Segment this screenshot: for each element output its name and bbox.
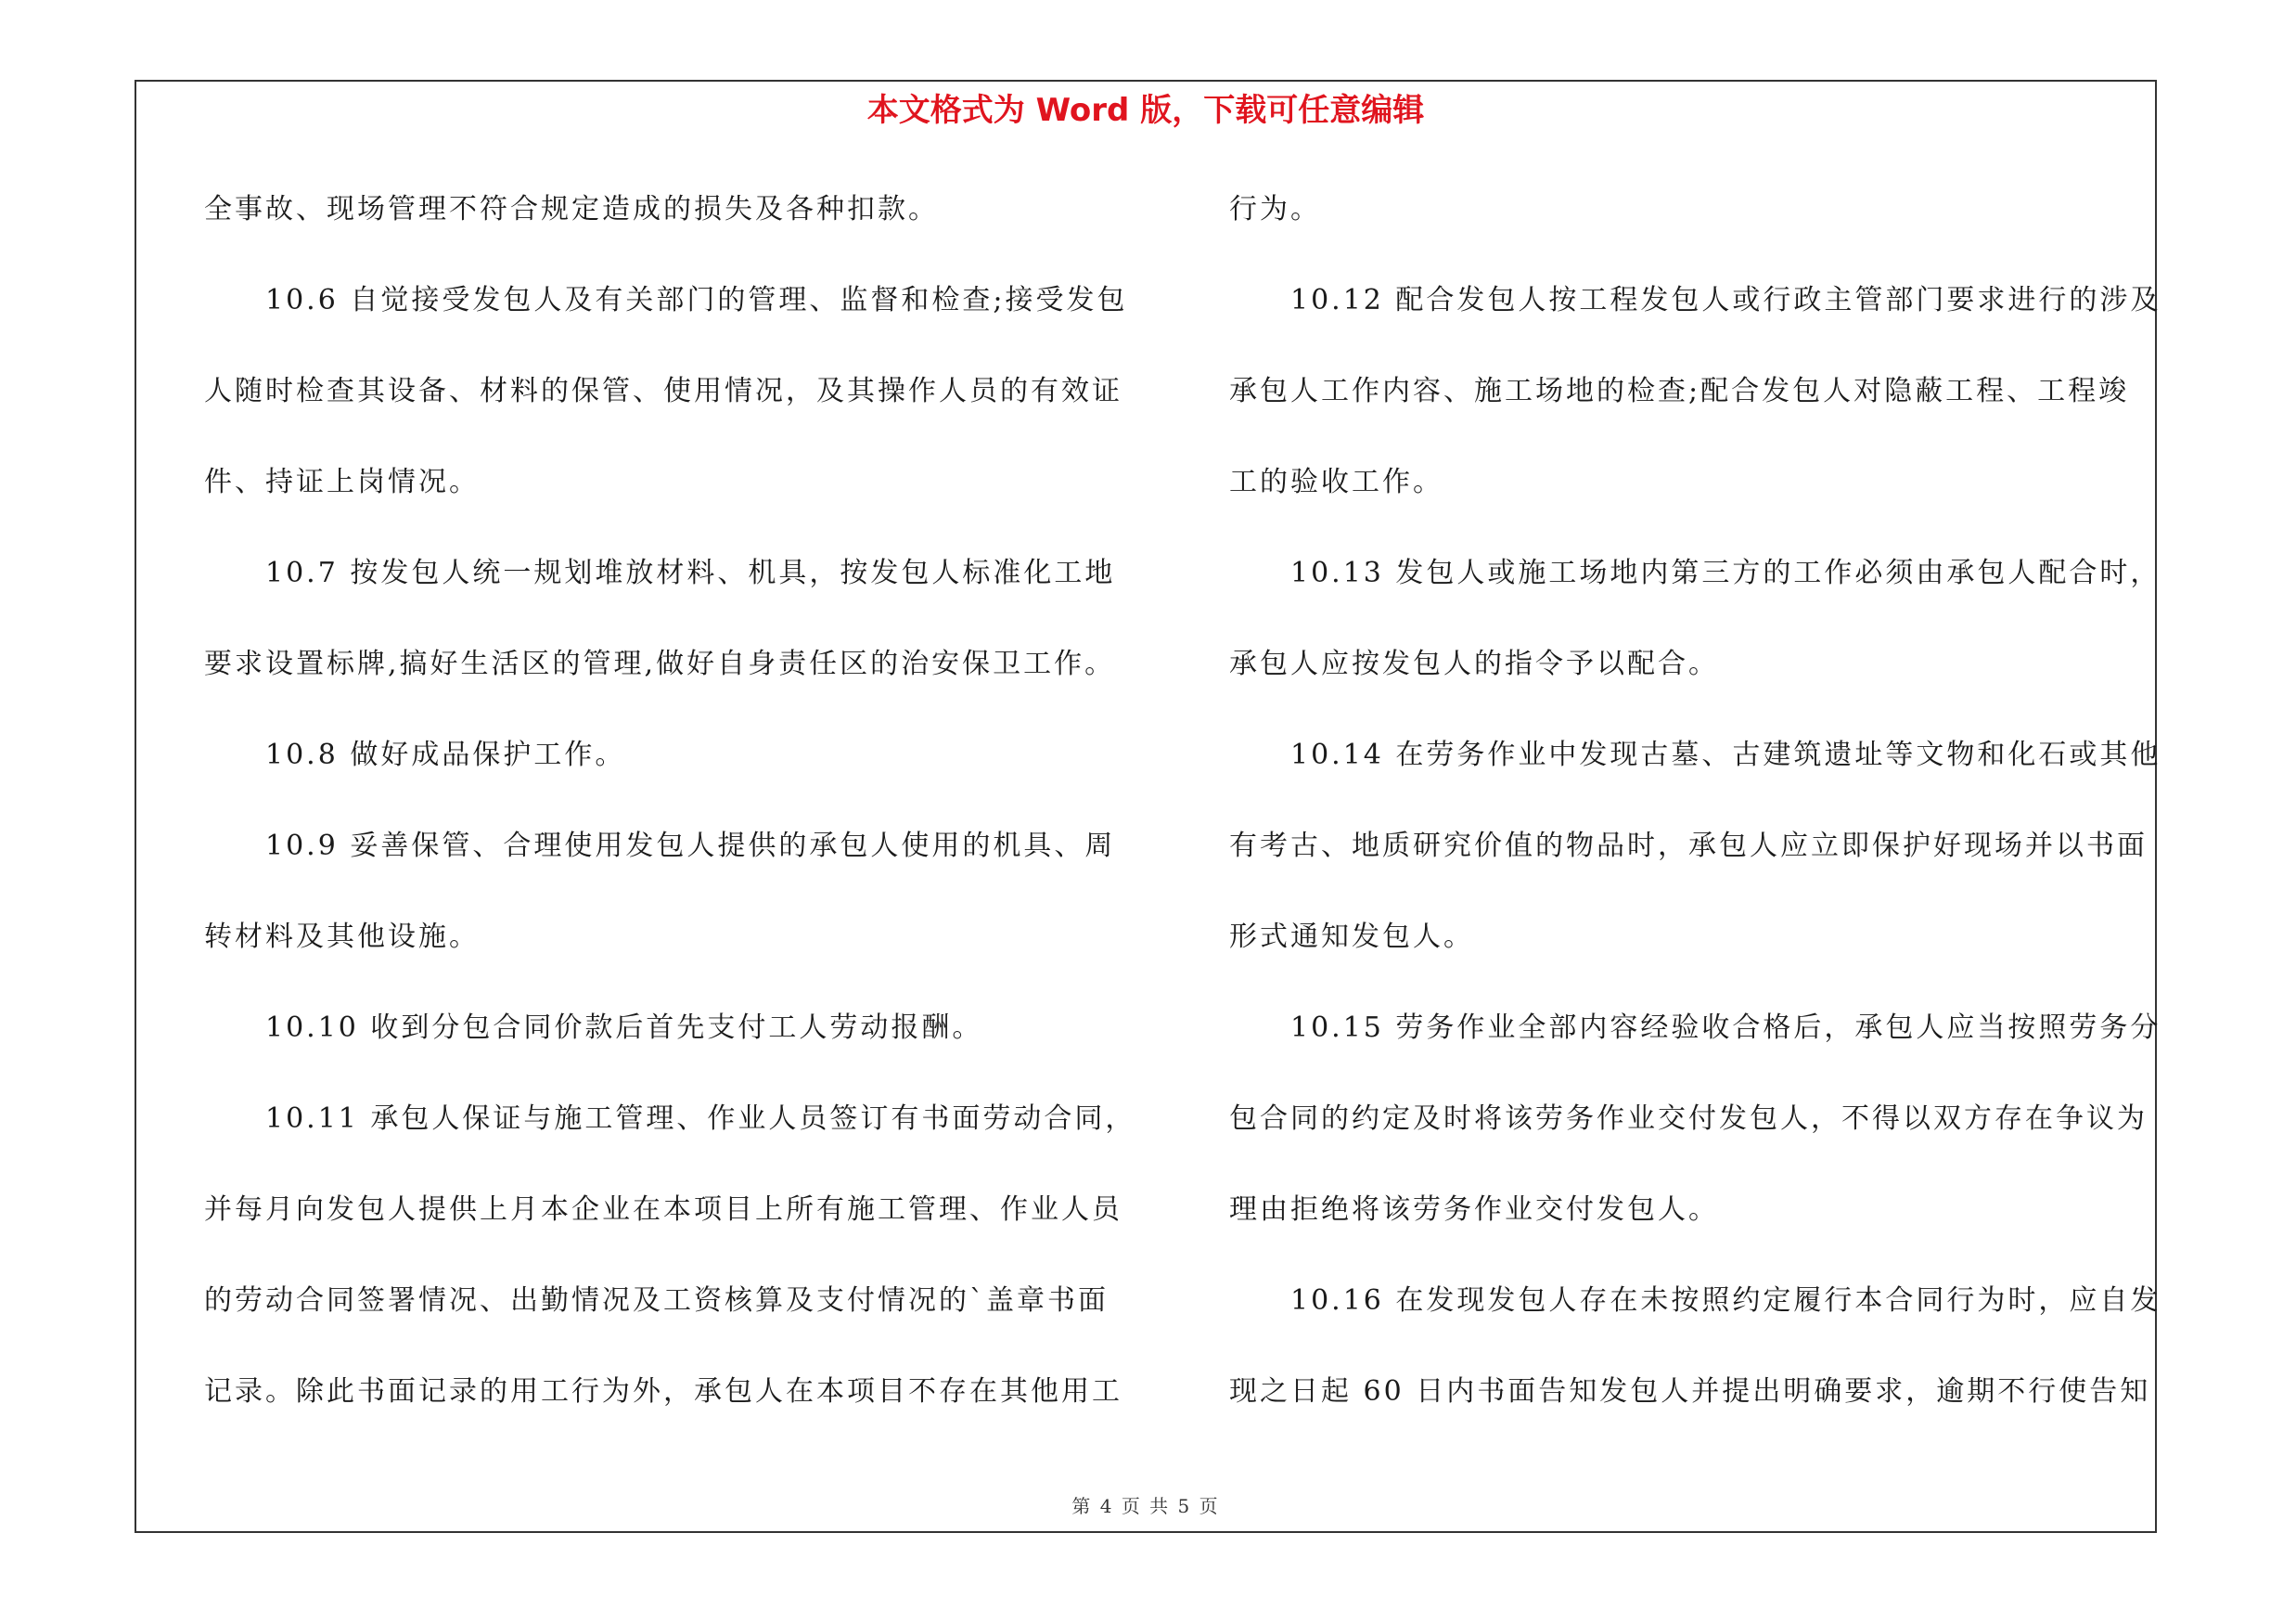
- text-line: 承包人工作内容、施工场地的检查;配合发包人对隐蔽工程、工程竣: [1229, 375, 2130, 407]
- text-line: 10.12 配合发包人按工程发包人或行政主管部门要求进行的涉及: [1290, 284, 2161, 316]
- text-line: 全事故、现场管理不符合规定造成的损失及各种扣款。: [204, 193, 939, 225]
- text-line: 有考古、地质研究价值的物品时，承包人应立即保护好现场并以书面: [1229, 830, 2148, 862]
- text-line: 10.15 劳务作业全部内容经验收合格后，承包人应当按照劳务分: [1290, 1011, 2161, 1044]
- text-line: 承包人应按发包人的指令予以配合。: [1229, 648, 1719, 680]
- page-number-footer: 第 4 页 共 5 页: [1071, 1495, 1220, 1517]
- text-line: 10.9 妥善保管、合理使用发包人提供的承包人使用的机具、周: [265, 830, 1116, 862]
- text-line: 10.7 按发包人统一规划堆放材料、机具，按发包人标准化工地: [265, 557, 1116, 589]
- text-line: 的劳动合同签署情况、出勤情况及工资核算及支付情况的`盖章书面: [204, 1284, 1109, 1317]
- text-line: 10.16 在发现发包人存在未按照约定履行本合同行为时，应自发: [1290, 1284, 2161, 1317]
- text-line: 现之日起 60 日内书面告知发包人并提出明确要求，逾期不行使告知: [1229, 1375, 2151, 1408]
- text-line: 要求设置标牌,搞好生活区的管理,做好自身责任区的治安保卫工作。: [204, 648, 1116, 680]
- text-line: 10.13 发包人或施工场地内第三方的工作必须由承包人配合时，: [1290, 557, 2161, 589]
- text-line: 10.11 承包人保证与施工管理、作业人员签订有书面劳动合同，: [265, 1102, 1136, 1135]
- left-text-column: [204, 184, 1141, 1457]
- text-line: 并每月向发包人提供上月本企业在本项目上所有施工管理、作业人员: [204, 1193, 1122, 1226]
- text-line: 10.14 在劳务作业中发现古墓、古建筑遗址等文物和化石或其他: [1290, 739, 2161, 771]
- text-line: 10.6 自觉接受发包人及有关部门的管理、监督和检查;接受发包: [265, 284, 1128, 316]
- right-text-column: [1229, 184, 2166, 1457]
- text-line: 人随时检查其设备、材料的保管、使用情况，及其操作人员的有效证: [204, 375, 1122, 407]
- word-format-banner: 本文格式为 Word 版，下载可任意编辑: [866, 92, 1425, 129]
- text-line: 工的验收工作。: [1229, 466, 1443, 498]
- text-line: 行为。: [1229, 193, 1321, 225]
- text-line: 10.8 做好成品保护工作。: [265, 739, 626, 771]
- text-line: 形式通知发包人。: [1229, 921, 1474, 953]
- text-line: 包合同的约定及时将该劳务作业交付发包人，不得以双方存在争议为: [1229, 1102, 2148, 1135]
- text-line: 转材料及其他设施。: [204, 921, 480, 953]
- text-line: 记录。除此书面记录的用工行为外，承包人在本项目不存在其他用工: [204, 1375, 1122, 1408]
- text-line: 10.10 收到分包合同价款后首先支付工人劳动报酬。: [265, 1011, 983, 1044]
- text-line: 理由拒绝将该劳务作业交付发包人。: [1229, 1193, 1719, 1226]
- text-line: 件、持证上岗情况。: [204, 466, 480, 498]
